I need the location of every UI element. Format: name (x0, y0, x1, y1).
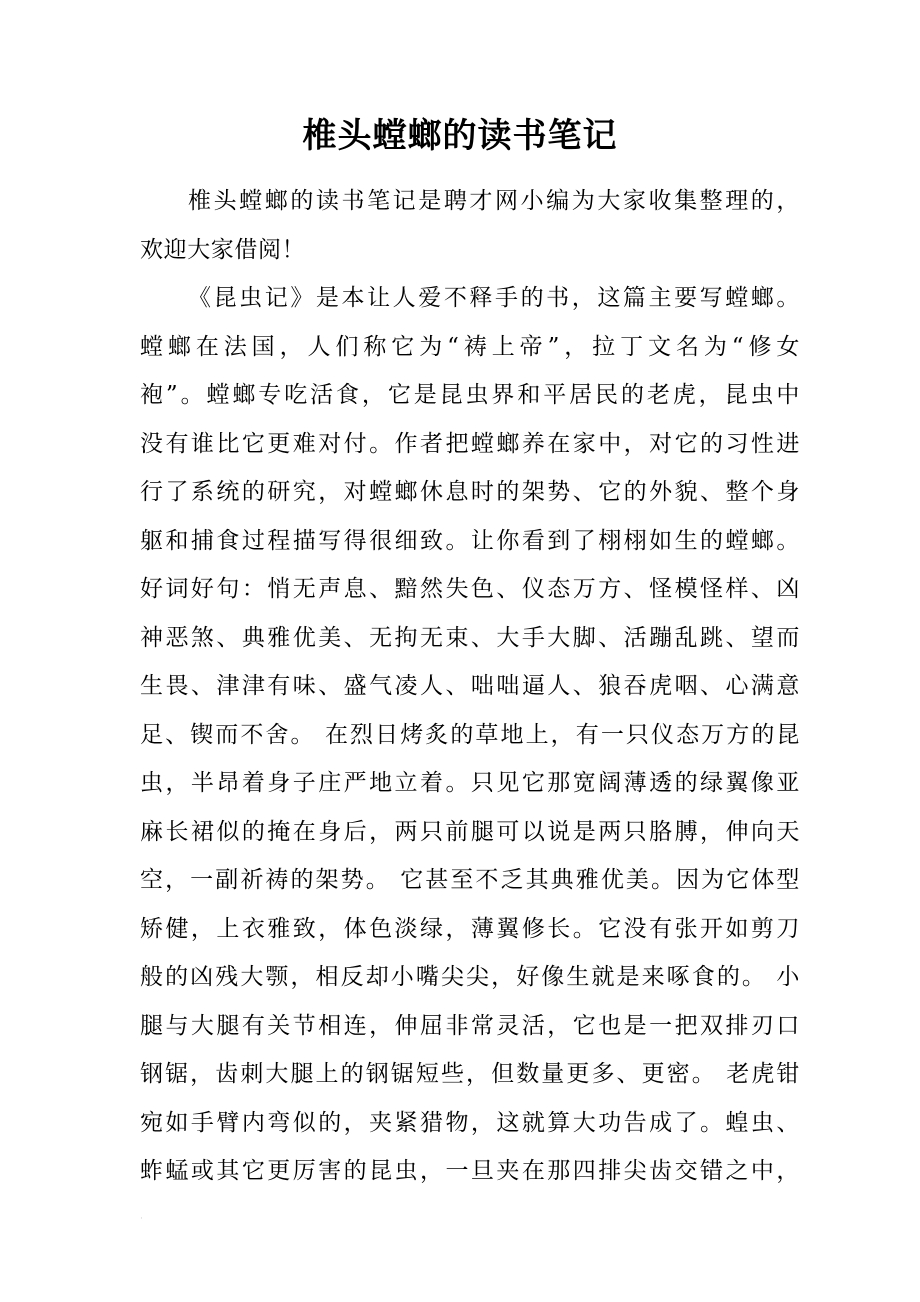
body-line: 般的凶残大颚，相反却小嘴尖尖，好像生就是来啄食的。 小 (140, 964, 800, 990)
body-line: 螳螂在法国，人们称它为“祷上帝”，拉丁文名为“修女 (140, 333, 800, 360)
body-line: 行了系统的研究，对螳螂休息时的架势、它的外貌、整个身 (140, 479, 800, 505)
body-line: 没有谁比它更难对付。作者把螳螂养在家中，对它的习性进 (140, 430, 800, 457)
body-line: 神恶煞、典雅优美、无拘无束、大手大脚、活蹦乱跳、望而 (140, 624, 800, 651)
body-line: 宛如手臂内弯似的，夹紧猎物，这就算大功告成了。蝗虫、 (140, 1109, 800, 1136)
body-line: 虫，半昂着身子庄严地立着。只见它那宽阔薄透的绿翼像亚 (140, 770, 800, 796)
body-line: 空，一副祈祷的架势。 它甚至不乏其典雅优美。因为它体型 (140, 867, 800, 893)
body-line: 腿与大腿有关节相连，伸屈非常灵活，它也是一把双排刃口 (140, 1012, 800, 1039)
footer-mark: · (140, 1214, 143, 1224)
body-line: 足、锲而不舍。 在烈日烤炙的草地上，有一只仪态万方的昆 (140, 721, 800, 748)
body-line: 好词好句：悄无声息、黯然失色、仪态万方、怪模怪样、凶 (140, 576, 800, 602)
body-line: 椎头螳螂的读书笔记是聘才网小编为大家收集整理的， (188, 188, 800, 214)
body-line: 生畏、津津有味、盛气凌人、咄咄逼人、狼吞虎咽、心满意 (140, 673, 800, 699)
body-line: 钢锯，齿刺大腿上的钢锯短些，但数量更多、更密。 老虎钳 (140, 1061, 800, 1087)
body-line: 麻长裙似的掩在身后，两只前腿可以说是两只胳膊，伸向天 (140, 818, 800, 845)
body-line: 矫健，上衣雅致，体色淡绿，薄翼修长。它没有张开如剪刀 (140, 915, 800, 942)
document-title: 椎头螳螂的读书笔记 (302, 116, 618, 156)
body-line: 《昆虫记》是本让人爱不释手的书，这篇主要写螳螂。 (188, 285, 800, 311)
body-line: 躯和捕食过程描写得很细致。让你看到了栩栩如生的螳螂。 (140, 527, 800, 554)
body-line: 蚱蜢或其它更厉害的昆虫，一旦夹在那四排尖齿交错之中， (140, 1158, 800, 1184)
document-body (140, 177, 800, 1196)
body-line: 欢迎大家借阅！ (140, 236, 306, 263)
body-line: 袍”。螳螂专吃活食，它是昆虫界和平居民的老虎，昆虫中 (140, 382, 800, 408)
